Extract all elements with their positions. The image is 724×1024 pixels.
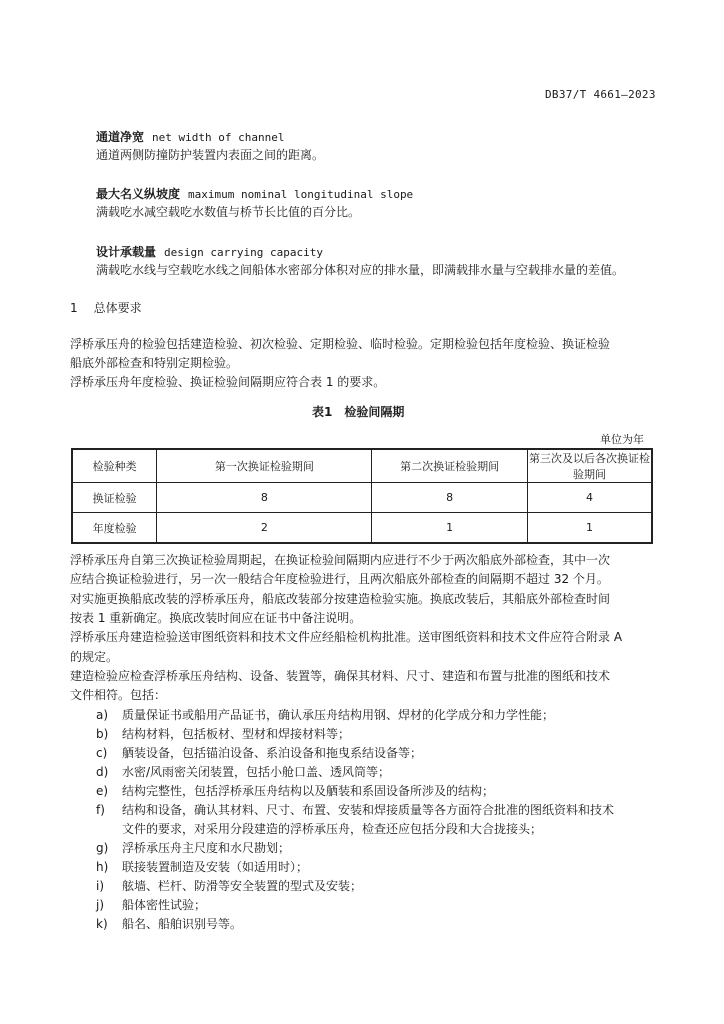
list-marker: h) [96, 860, 109, 874]
table-header: 检验种类 [72, 449, 157, 483]
list-item [96, 915, 242, 934]
list-marker: k) [96, 917, 108, 931]
term-cn: 最大名义纵坡度 [96, 187, 181, 201]
table-header: 第三次及以后各次换证检验期间 [527, 449, 652, 483]
list-marker: j) [96, 898, 105, 912]
table-cell: 年度检验 [72, 513, 157, 544]
term-heading [96, 185, 413, 202]
standard-number: DB37/T 4661—2023 [545, 88, 656, 101]
term-en: maximum nominal longitudinal slope [188, 188, 414, 201]
list-item [96, 858, 308, 877]
term-heading [96, 128, 284, 145]
list-item [96, 801, 614, 820]
table-cell: 2 [157, 513, 372, 544]
paragraph-line: 文件相符。包括： [70, 688, 167, 702]
paragraph-line: 应结合换证检验进行，另一次一般结合年度检验进行，且两次船底外部检查的间隔期不超过 32 个月。 [70, 572, 609, 586]
list-text: 结构材料，包括板材、型材和焊接材料等； [122, 727, 351, 741]
term-definition: 满载吃水线与空载吃水线之间船体水密部分体积对应的排水量，即满载排水量与空载排水量的差值。 [96, 263, 625, 277]
list-item [96, 725, 350, 744]
list-marker: a) [96, 708, 109, 722]
list-text: 舾装设备，包括锚泊设备、系泊设备和拖曳系结设备等； [122, 746, 423, 760]
paragraph-line: 浮桥承压舟建造检验送审图纸资料和技术文件应经船检机构批准。送审图纸资料和技术文件应符合附录 A [70, 630, 623, 644]
term-cn: 通道净宽 [96, 130, 145, 144]
list-text: 舷墙、栏杆、防滑等安全装置的型式及安装； [122, 879, 363, 893]
term-definition: 通道两侧防撞防护装置内表面之间的距离。 [96, 148, 325, 162]
paragraph-line: 浮桥承压舟的检验包括建造检验、初次检验、定期检验、临时检验。定期检验包括年度检验、换证检验 [70, 337, 611, 351]
list-marker: g) [96, 841, 109, 855]
list-item [96, 706, 554, 725]
table-header: 第一次换证检验期间 [157, 449, 372, 483]
paragraph-line: 浮桥承压舟年度检验、换证检验间隔期应符合表 1 的要求。 [70, 375, 386, 389]
paragraph-line: 的规定。 [70, 650, 119, 664]
table-row [72, 483, 652, 513]
list-item [96, 763, 390, 782]
table-cell: 8 [372, 483, 527, 513]
list-text: 船名、船舶识别号等。 [122, 917, 243, 931]
section-number: 1 [70, 301, 78, 315]
paragraph-line: 按表 1 重新确定。换底改装时间应在证书中备注说明。 [70, 611, 362, 625]
section-heading [70, 299, 142, 316]
list-text: 结构和设备，确认其材料、尺寸、布置、安装和焊接质量等各方面符合批准的图纸资料和技术 [122, 803, 615, 817]
list-text: 水密/风雨密关闭装置，包括小舱口盖、透风筒等； [122, 765, 391, 779]
list-text: 质量保证书或船用产品证书，确认承压舟结构用钢、焊材的化学成分和力学性能； [122, 708, 555, 722]
table-header-row [72, 449, 652, 483]
list-marker: e) [96, 784, 109, 798]
term-definition: 满载吃水减空载吃水数值与桥节长比值的百分比。 [96, 205, 361, 219]
list-text: 结构完整性，包括浮桥承压舟结构以及舾装和系固设备所涉及的结构； [122, 784, 495, 798]
paragraph-line: 对实施更换船底改装的浮桥承压舟，船底改装部分按建造检验实施。换底改装后，其船底外部检查时间 [70, 592, 611, 606]
list-marker: i) [96, 879, 105, 893]
list-text: 联接装置制造及安装（如适用时）； [122, 860, 309, 874]
table-cell: 1 [527, 513, 652, 544]
list-marker: b) [96, 727, 109, 741]
paragraph-line: 建造检验应检查浮桥承压舟结构、设备、装置等，确保其材料、尺寸、建造和布置与批准的图纸和技术 [70, 669, 611, 683]
list-text: 船体密性试验； [122, 898, 207, 912]
list-item [96, 896, 206, 915]
term-en: net width of channel [152, 131, 285, 144]
list-item [96, 782, 494, 801]
list-marker: c) [96, 746, 108, 760]
paragraph-line: 浮桥承压舟自第三次换证检验周期起，在换证检验间隔期内应进行不少于两次船底外部检查，其中一次 [70, 553, 611, 567]
table-header: 第二次换证检验期间 [372, 449, 527, 483]
list-item [96, 839, 290, 858]
term-heading [96, 243, 323, 260]
list-marker: f) [96, 803, 105, 817]
term-en: design carrying capacity [164, 246, 323, 259]
paragraph-line: 船底外部检查和特别定期检验。 [70, 356, 239, 370]
table-row [72, 513, 652, 544]
table-unit: 单位为年 [600, 433, 644, 446]
inspection-interval-table [71, 448, 653, 544]
table-cell: 8 [157, 483, 372, 513]
section-title: 总体要求 [93, 301, 142, 315]
list-item [96, 877, 362, 896]
list-marker: d) [96, 765, 109, 779]
list-text: 浮桥承压舟主尺度和水尺勘划； [122, 841, 291, 855]
list-item [96, 744, 422, 763]
table-cell: 换证检验 [72, 483, 157, 513]
table-cell: 4 [527, 483, 652, 513]
term-cn: 设计承载量 [96, 245, 157, 259]
table-caption: 表1 检验间隔期 [312, 405, 405, 419]
table-cell: 1 [372, 513, 527, 544]
list-item-continuation: 文件的要求，对采用分段建造的浮桥承压舟，检查还应包括分段和大合拢接头； [122, 822, 543, 836]
